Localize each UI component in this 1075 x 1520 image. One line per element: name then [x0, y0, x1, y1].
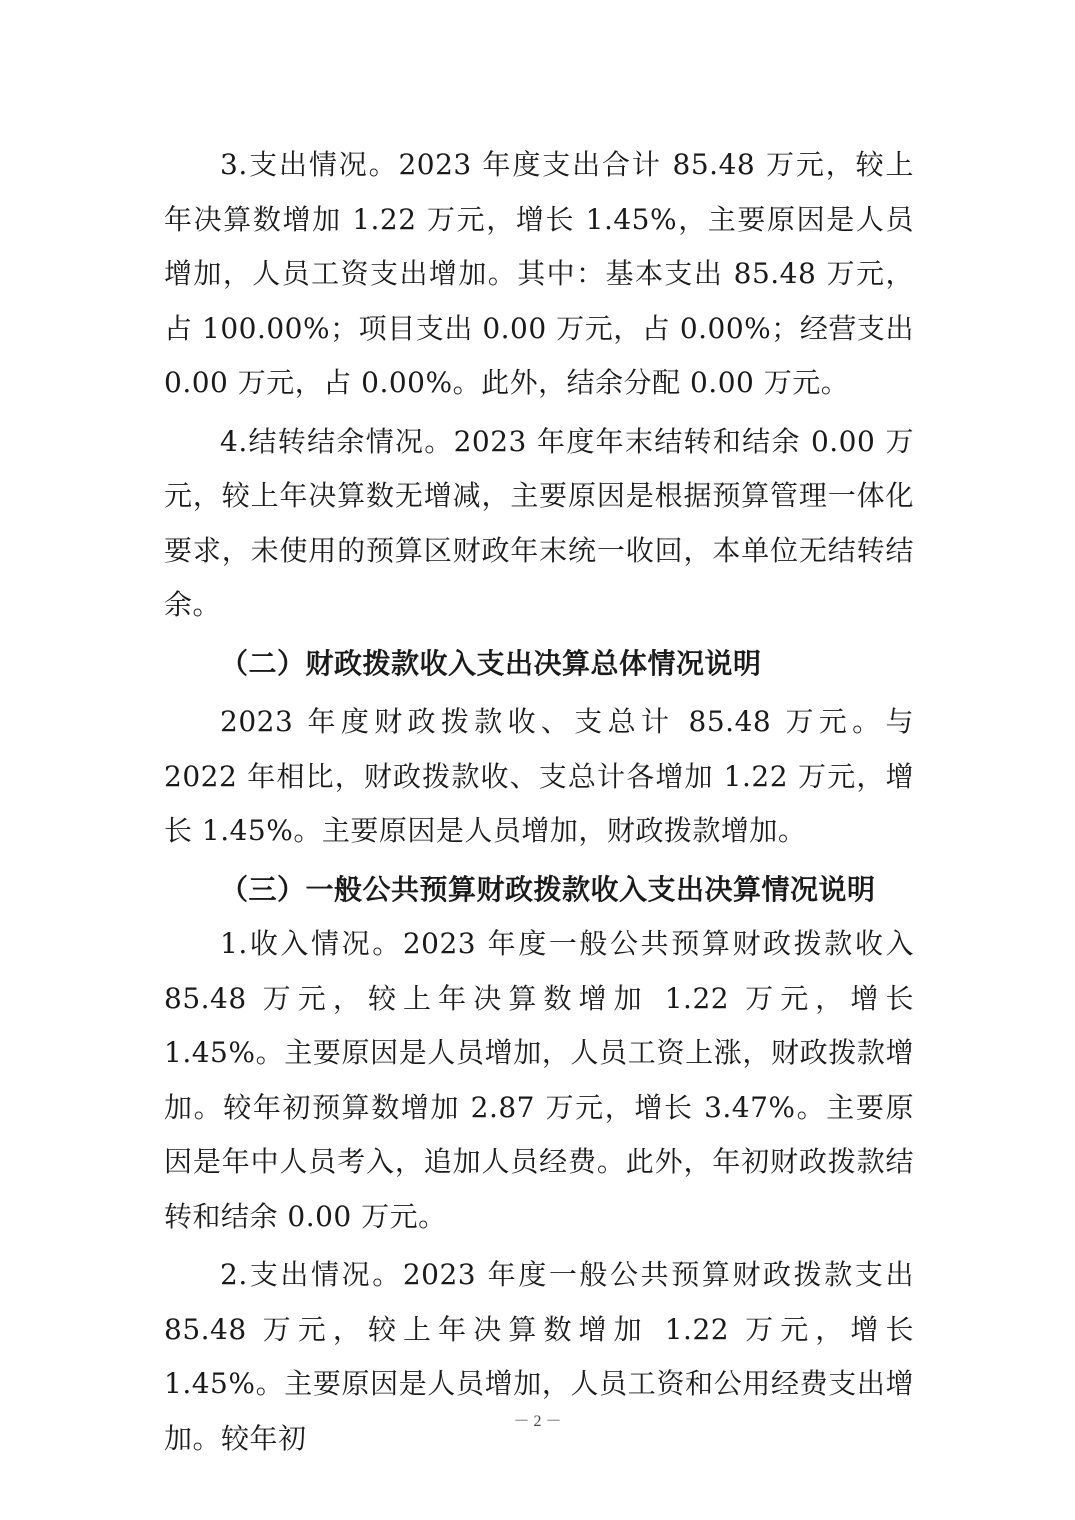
- section-heading-2: （二）财政拨款收入支出决算总体情况说明: [220, 646, 762, 680]
- paragraph-fiscal-overview: 2023 年度财政拨款收、支总计 85.48 万元。与 2022 年相比，财政拨款收、支总计各增加 1.22 万元，增长 1.45%。主要原因是人员增加，财政拨款增加。: [164, 705, 914, 847]
- paragraph-general-expenditure: 2.支出情况。2023 年度一般公共预算财政拨款支出 85.48 万元，较上年决算数增加 1.22 万元，增长 1.45%。主要原因是人员增加，人员工资和公用经费支出增加。较年初: [164, 1258, 914, 1455]
- document-body: [164, 138, 914, 1466]
- page-number: － 2 －: [513, 1413, 562, 1430]
- paragraph-carryover: 4.结转结余情况。2023 年度年末结转和结余 0.00 万元，较上年决算数无增减，主要原因是根据预算管理一体化要求，未使用的预算区财政年末统一收回，本单位无结转结余。: [164, 424, 914, 621]
- section-heading-3: （三）一般公共预算财政拨款收入支出决算情况说明: [220, 872, 876, 906]
- paragraph-general-income: 1.收入情况。2023 年度一般公共预算财政拨款收入 85.48 万元，较上年决算数增加 1.22 万元，增长 1.45%。主要原因是人员增加，人员工资上涨，财政拨款增加。较年初预算数增加 2.87 万元，增长 3.47%。主要原因是年中人员考入，追加人员经费。此外，年初财政拨款结转和结余 0.00 万元。: [164, 927, 914, 1233]
- paragraph-expenditure: 3.支出情况。2023 年度支出合计 85.48 万元，较上年决算数增加 1.22 万元，增长 1.45%，主要原因是人员增加，人员工资支出增加。其中：基本支出 85.48 万元，占 100.00%；项目支出 0.00 万元，占 0.00%；经营支出 0.00 万元，占 0.00%。此外，结余分配 0.00 万元。: [164, 148, 914, 399]
